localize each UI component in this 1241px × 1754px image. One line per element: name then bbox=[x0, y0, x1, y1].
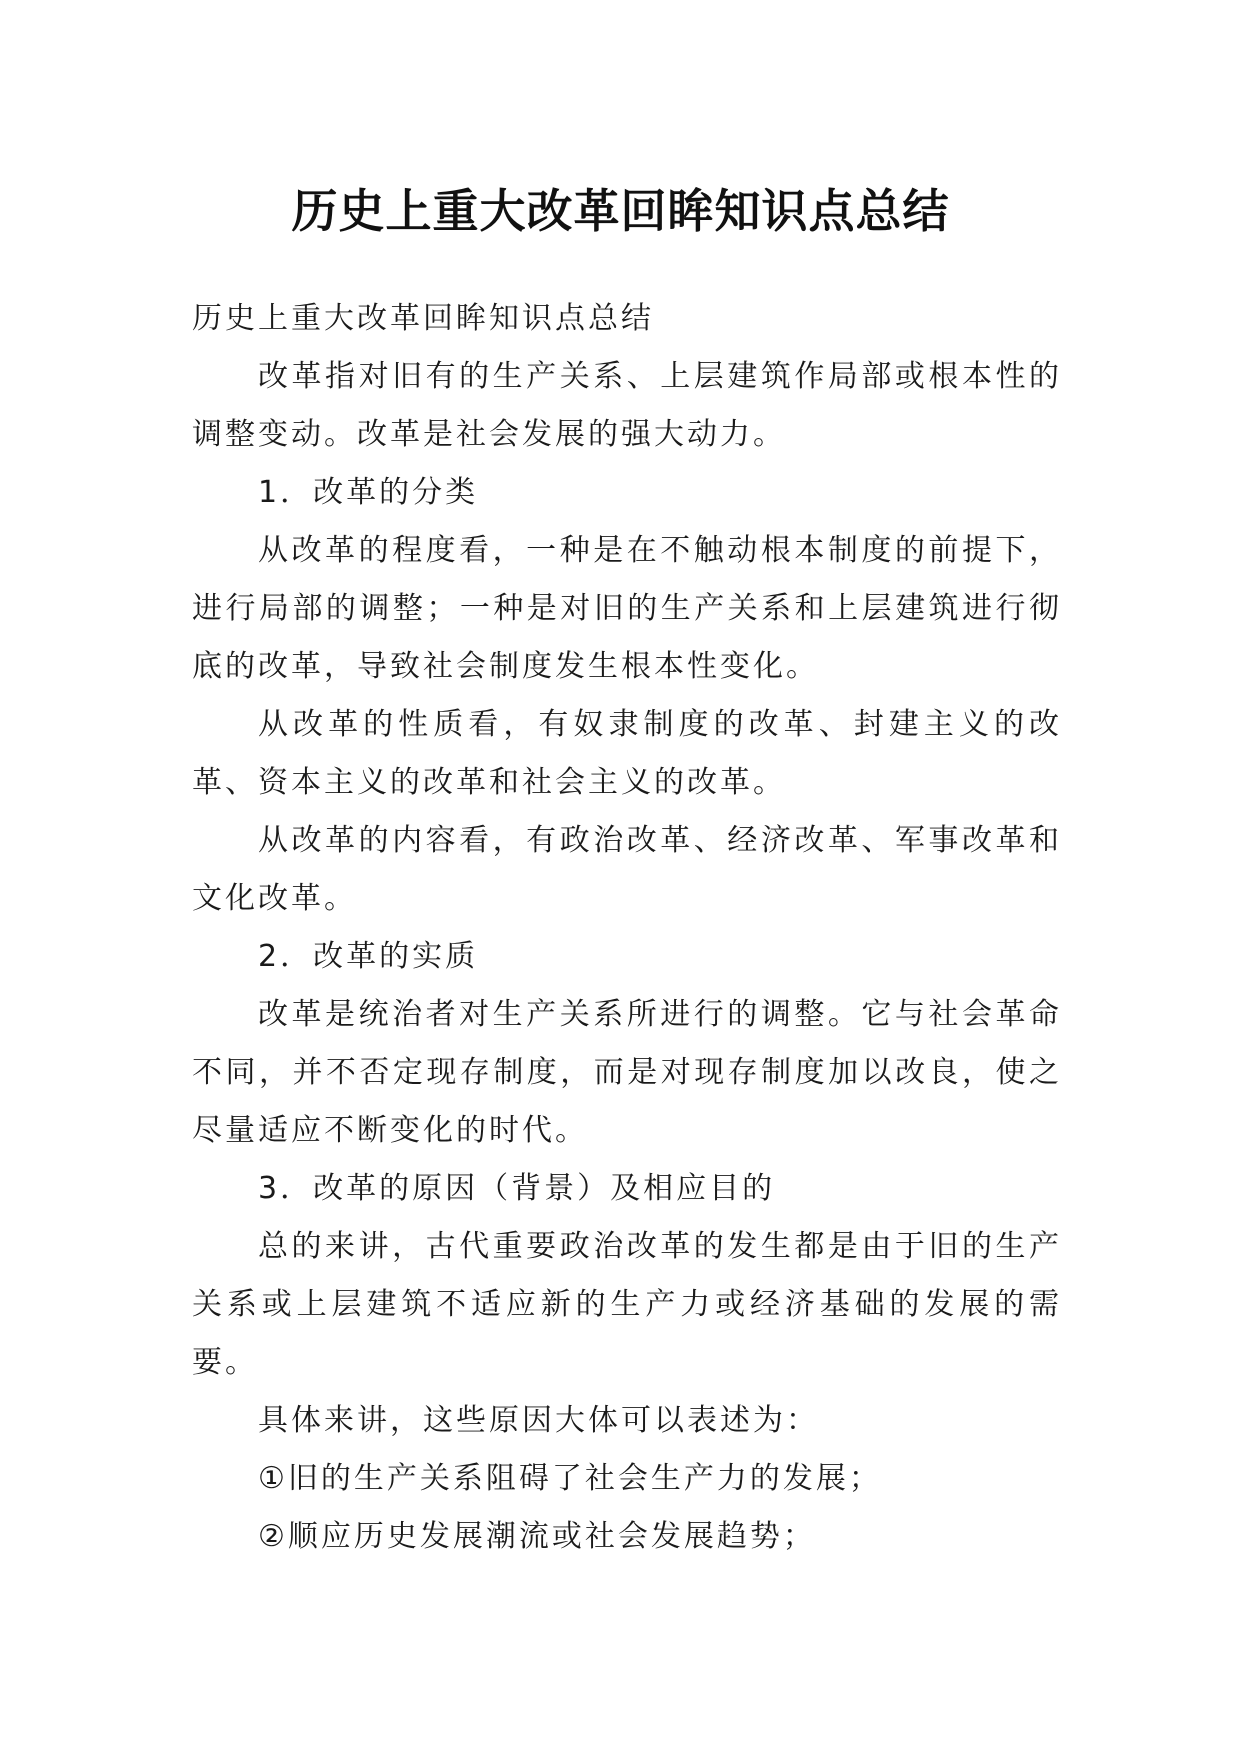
paragraph-general-cause: 总的来讲，古代重要政治改革的发生都是由于旧的生产关系或上层建筑不适应新的生产力或经济基础的发展的需要。 bbox=[192, 1229, 1062, 1380]
document-body bbox=[192, 290, 1062, 1566]
paragraph-essence: 改革是统治者对生产关系所进行的调整。它与社会革命不同，并不否定现存制度，而是对现存制度加以改良，使之尽量适应不断变化的时代。 bbox=[192, 997, 1062, 1148]
section-heading-2: 2．改革的实质 bbox=[258, 939, 479, 974]
paragraph-specific-intro: 具体来讲，这些原因大体可以表述为： bbox=[258, 1403, 819, 1438]
paragraph-subtitle: 历史上重大改革回眸知识点总结 bbox=[192, 301, 654, 336]
section-heading-3: 3．改革的原因（背景）及相应目的 bbox=[258, 1171, 776, 1206]
document-title: 历史上重大改革回眸知识点总结 bbox=[291, 183, 950, 238]
paragraph-degree: 从改革的程度看，一种是在不触动根本制度的前提下，进行局部的调整；一种是对旧的生产关系和上层建筑进行彻底的改革，导致社会制度发生根本性变化。 bbox=[192, 533, 1062, 684]
paragraph-nature: 从改革的性质看，有奴隶制度的改革、封建主义的改革、资本主义的改革和社会主义的改革。 bbox=[192, 707, 1062, 800]
paragraph-content: 从改革的内容看，有政治改革、经济改革、军事改革和文化改革。 bbox=[192, 823, 1062, 916]
section-heading-1: 1．改革的分类 bbox=[258, 475, 479, 510]
list-item-2: ②顺应历史发展潮流或社会发展趋势； bbox=[258, 1519, 816, 1554]
paragraph-definition: 改革指对旧有的生产关系、上层建筑作局部或根本性的调整变动。改革是社会发展的强大动力。 bbox=[192, 359, 1062, 452]
list-item-1: ①旧的生产关系阻碍了社会生产力的发展； bbox=[258, 1461, 882, 1496]
